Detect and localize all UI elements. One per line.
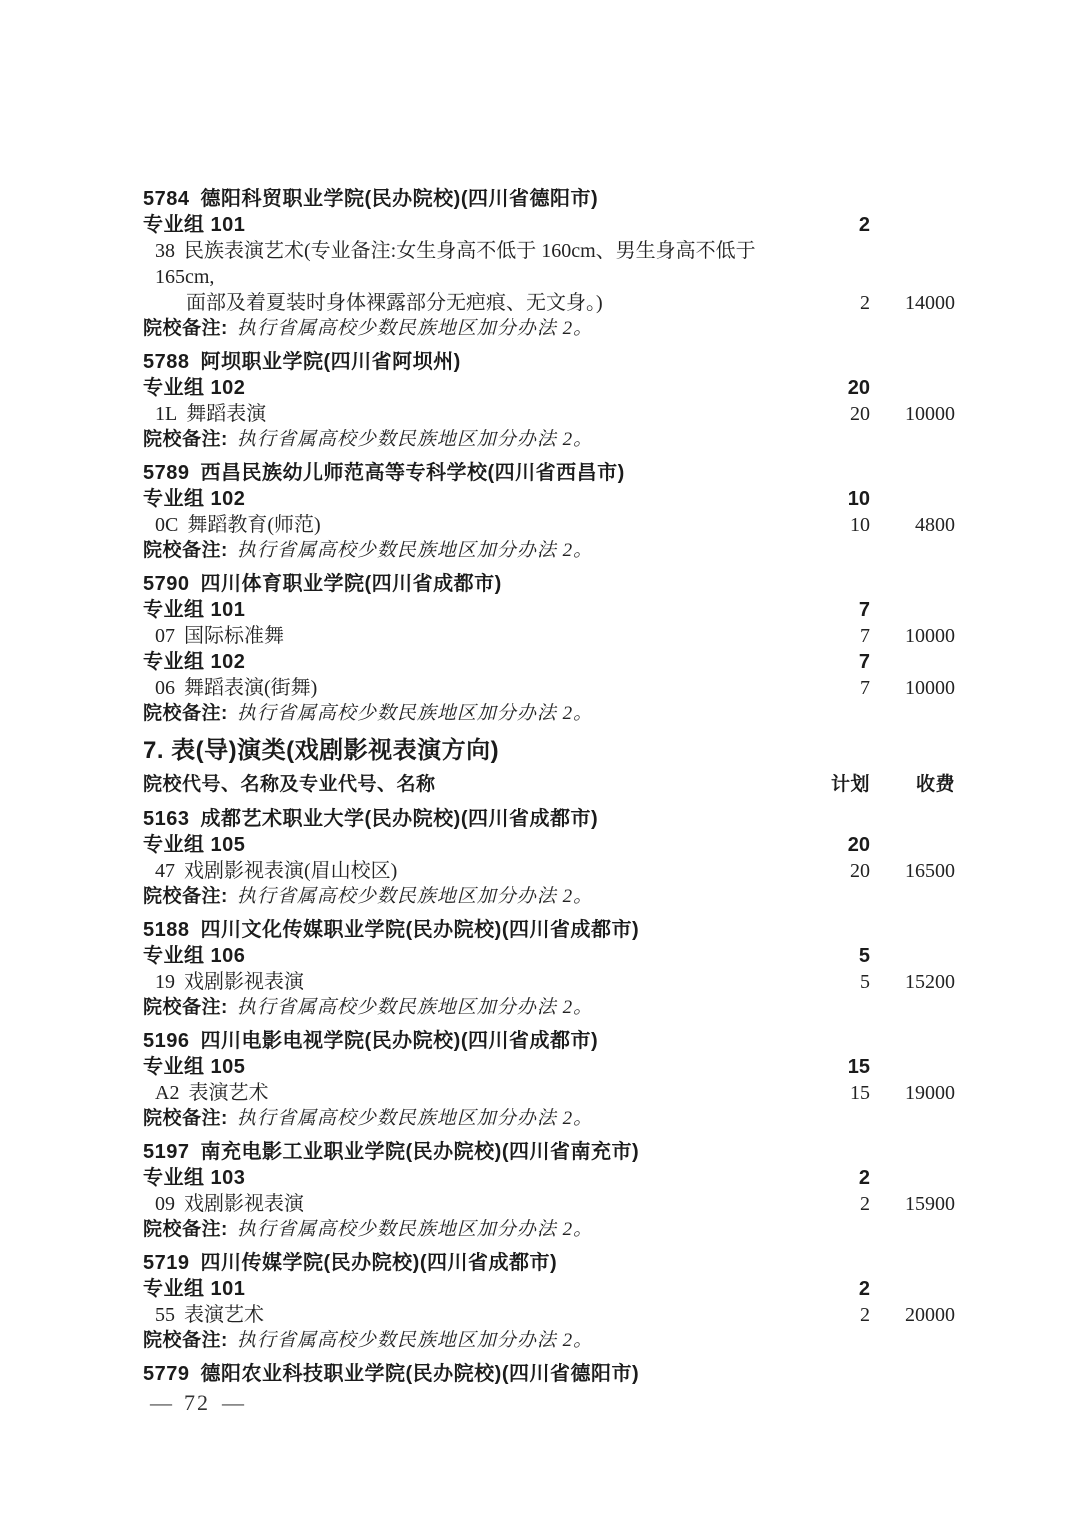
major-code: 06 <box>155 677 175 699</box>
remark-row <box>143 884 955 911</box>
institution-block <box>143 917 955 1022</box>
major-fee: 15200 <box>905 971 955 993</box>
major-row <box>143 1080 955 1106</box>
remark-label: 院校备注: <box>143 997 228 1018</box>
institution-block <box>143 186 955 343</box>
major-plan: 15 <box>850 1082 870 1104</box>
major-code: 55 <box>155 1304 175 1326</box>
major-fee: 15900 <box>905 1193 955 1215</box>
document-content <box>143 186 955 1393</box>
major-row <box>143 858 955 884</box>
institution-header <box>143 1028 955 1054</box>
group-plan: 2 <box>858 1167 870 1189</box>
institution-code: 5197 <box>143 1141 190 1163</box>
page-number: 72 <box>184 1390 210 1415</box>
institution-name: 成都艺术职业大学(民办院校)(四川省成都市) <box>200 808 599 830</box>
major-name-lines <box>143 238 810 316</box>
major-line: 07 国际标准舞 <box>155 625 284 647</box>
major-fee: 4800 <box>915 514 955 536</box>
section-title: 7. 表(导)演类(戏剧影视表演方向) <box>143 737 500 764</box>
institution-header <box>143 917 955 943</box>
institution-header <box>143 460 955 486</box>
major-fee: 16500 <box>905 860 955 882</box>
major-code: 0C <box>155 514 179 536</box>
remark-text: 执行省属高校少数民族地区加分办法 2。 <box>236 997 594 1018</box>
major-line: 55 表演艺术 <box>155 1304 264 1326</box>
remark-row <box>143 1106 955 1133</box>
group-label: 专业组 102 <box>143 377 246 399</box>
major-row <box>143 1302 955 1328</box>
major-plan: 10 <box>850 514 870 536</box>
major-line: 09 戏剧影视表演 <box>155 1193 304 1215</box>
institution-name: 阿坝职业学院(四川省阿坝州) <box>200 351 461 373</box>
group-plan: 7 <box>858 599 870 621</box>
remark-row <box>143 1217 955 1244</box>
remark-row <box>143 316 955 343</box>
group-row <box>143 832 955 858</box>
remark-row <box>143 427 955 454</box>
major-name-lines <box>143 512 810 538</box>
column-header-name: 院校代号、名称及专业代号、名称 <box>143 774 436 795</box>
group-label: 专业组 103 <box>143 1167 246 1189</box>
page-footer <box>146 1390 248 1416</box>
institution-block <box>143 1250 955 1355</box>
group-row <box>143 1276 955 1302</box>
major-plan: 2 <box>860 1193 870 1215</box>
institution-name: 德阳农业科技职业学院(民办院校)(四川省德阳市) <box>200 1363 640 1385</box>
institution-code: 5790 <box>143 573 190 595</box>
group-plan: 2 <box>858 1278 870 1300</box>
remark-label: 院校备注: <box>143 540 228 561</box>
major-code: 09 <box>155 1193 175 1215</box>
major-code: A2 <box>155 1082 180 1104</box>
institution-header <box>143 571 955 597</box>
remark-text: 执行省属高校少数民族地区加分办法 2。 <box>236 1108 594 1129</box>
institution-code: 5188 <box>143 919 190 941</box>
institution-code: 5788 <box>143 351 190 373</box>
group-plan: 20 <box>847 377 870 399</box>
remark-text: 执行省属高校少数民族地区加分办法 2。 <box>236 318 594 339</box>
remark-text: 执行省属高校少数民族地区加分办法 2。 <box>236 1219 594 1240</box>
institution-name: 四川电影电视学院(民办院校)(四川省成都市) <box>200 1030 599 1052</box>
column-header-plan: 计划 <box>830 774 870 795</box>
major-line: 0C 舞蹈教育(师范) <box>155 514 321 536</box>
major-plan: 7 <box>860 677 870 699</box>
major-name-lines <box>143 969 810 995</box>
major-name-lines <box>143 1302 810 1328</box>
institution-header <box>143 186 955 212</box>
major-fee: 20000 <box>905 1304 955 1326</box>
group-label: 专业组 105 <box>143 1056 246 1078</box>
major-plan: 20 <box>850 860 870 882</box>
institution-block <box>143 571 955 728</box>
remark-label: 院校备注: <box>143 1108 228 1129</box>
institution-code: 5163 <box>143 808 190 830</box>
major-name-lines <box>143 1080 810 1106</box>
major-line: 19 戏剧影视表演 <box>155 971 304 993</box>
remark-text: 执行省属高校少数民族地区加分办法 2。 <box>236 703 594 724</box>
institution-code: 5784 <box>143 188 190 210</box>
major-line: 06 舞蹈表演(街舞) <box>155 677 318 699</box>
remark-text: 执行省属高校少数民族地区加分办法 2。 <box>236 429 594 450</box>
institution-name: 西昌民族幼儿师范高等专科学校(四川省西昌市) <box>200 462 625 484</box>
group-plan: 7 <box>858 651 870 673</box>
major-plan: 2 <box>860 292 870 314</box>
institution-header <box>143 349 955 375</box>
major-row <box>143 1191 955 1217</box>
group-label: 专业组 106 <box>143 945 246 967</box>
major-row <box>143 512 955 538</box>
institution-name: 南充电影工业职业学院(民办院校)(四川省南充市) <box>200 1141 640 1163</box>
remark-row <box>143 995 955 1022</box>
major-code: 19 <box>155 971 175 993</box>
major-plan: 20 <box>850 403 870 425</box>
major-plan: 7 <box>860 625 870 647</box>
major-code: 47 <box>155 860 175 882</box>
group-label: 专业组 102 <box>143 651 246 673</box>
group-plan: 10 <box>847 488 870 510</box>
institution-name: 四川文化传媒职业学院(民办院校)(四川省成都市) <box>200 919 640 941</box>
institution-block <box>143 460 955 565</box>
remark-label: 院校备注: <box>143 429 228 450</box>
institution-header <box>143 1139 955 1165</box>
institution-code: 5196 <box>143 1030 190 1052</box>
institution-code: 5789 <box>143 462 190 484</box>
major-fee: 10000 <box>905 625 955 647</box>
major-name-lines <box>143 1191 810 1217</box>
institution-header <box>143 806 955 832</box>
remark-text: 执行省属高校少数民族地区加分办法 2。 <box>236 540 594 561</box>
remark-row <box>143 1328 955 1355</box>
group-row <box>143 649 955 675</box>
remark-row <box>143 538 955 565</box>
group-plan: 20 <box>847 834 870 856</box>
remark-text: 执行省属高校少数民族地区加分办法 2。 <box>236 886 594 907</box>
major-row <box>143 969 955 995</box>
institution-block <box>143 1139 955 1244</box>
major-fee: 10000 <box>905 403 955 425</box>
major-name-lines <box>143 623 810 649</box>
institution-block <box>143 1361 955 1387</box>
group-row <box>143 486 955 512</box>
major-line: 面部及着夏装时身体裸露部分无疤痕、无文身。) <box>186 292 603 314</box>
institution-header <box>143 1361 955 1387</box>
major-row <box>143 623 955 649</box>
group-label: 专业组 102 <box>143 488 246 510</box>
remark-text: 执行省属高校少数民族地区加分办法 2。 <box>236 1330 594 1351</box>
group-label: 专业组 101 <box>143 214 246 236</box>
major-line: 38 民族表演艺术(专业备注:女生身高不低于 160cm、男生身高不低于 165cm, <box>155 240 756 288</box>
institution-block <box>143 1028 955 1133</box>
major-plan: 5 <box>860 971 870 993</box>
major-plan: 2 <box>860 1304 870 1326</box>
group-plan: 2 <box>858 214 870 236</box>
group-row <box>143 375 955 401</box>
major-name-lines <box>143 675 810 701</box>
remark-label: 院校备注: <box>143 703 228 724</box>
institution-header <box>143 1250 955 1276</box>
column-header-fee: 收费 <box>915 774 955 795</box>
major-code: 1L <box>155 403 178 425</box>
institution-code: 5719 <box>143 1252 190 1274</box>
major-name-lines <box>143 858 810 884</box>
institution-block <box>143 806 955 911</box>
group-row <box>143 943 955 969</box>
major-fee: 19000 <box>905 1082 955 1104</box>
remark-label: 院校备注: <box>143 1330 228 1351</box>
major-fee: 14000 <box>905 292 955 314</box>
group-row <box>143 1165 955 1191</box>
group-label: 专业组 101 <box>143 1278 246 1300</box>
remark-row <box>143 701 955 728</box>
major-row <box>143 238 955 316</box>
remark-label: 院校备注: <box>143 886 228 907</box>
institution-code: 5779 <box>143 1363 190 1385</box>
footer-dash-left: — <box>150 1390 172 1415</box>
table-column-header <box>143 772 955 798</box>
major-row <box>143 401 955 427</box>
institution-name: 四川传媒学院(民办院校)(四川省成都市) <box>200 1252 558 1274</box>
remark-label: 院校备注: <box>143 318 228 339</box>
group-plan: 5 <box>858 945 870 967</box>
group-plan: 15 <box>847 1056 870 1078</box>
major-row <box>143 675 955 701</box>
major-line: A2 表演艺术 <box>155 1082 269 1104</box>
major-line: 1L 舞蹈表演 <box>155 403 267 425</box>
group-row <box>143 1054 955 1080</box>
footer-dash-right: — <box>222 1390 244 1415</box>
group-row <box>143 212 955 238</box>
institution-name: 德阳科贸职业学院(民办院校)(四川省德阳市) <box>200 188 599 210</box>
remark-label: 院校备注: <box>143 1219 228 1240</box>
major-code: 38 <box>155 240 175 262</box>
major-code: 07 <box>155 625 175 647</box>
major-line: 47 戏剧影视表演(眉山校区) <box>155 860 398 882</box>
major-name-lines <box>143 401 810 427</box>
group-label: 专业组 101 <box>143 599 246 621</box>
group-label: 专业组 105 <box>143 834 246 856</box>
institution-block <box>143 349 955 454</box>
institution-name: 四川体育职业学院(四川省成都市) <box>200 573 502 595</box>
group-row <box>143 597 955 623</box>
major-fee: 10000 <box>905 677 955 699</box>
